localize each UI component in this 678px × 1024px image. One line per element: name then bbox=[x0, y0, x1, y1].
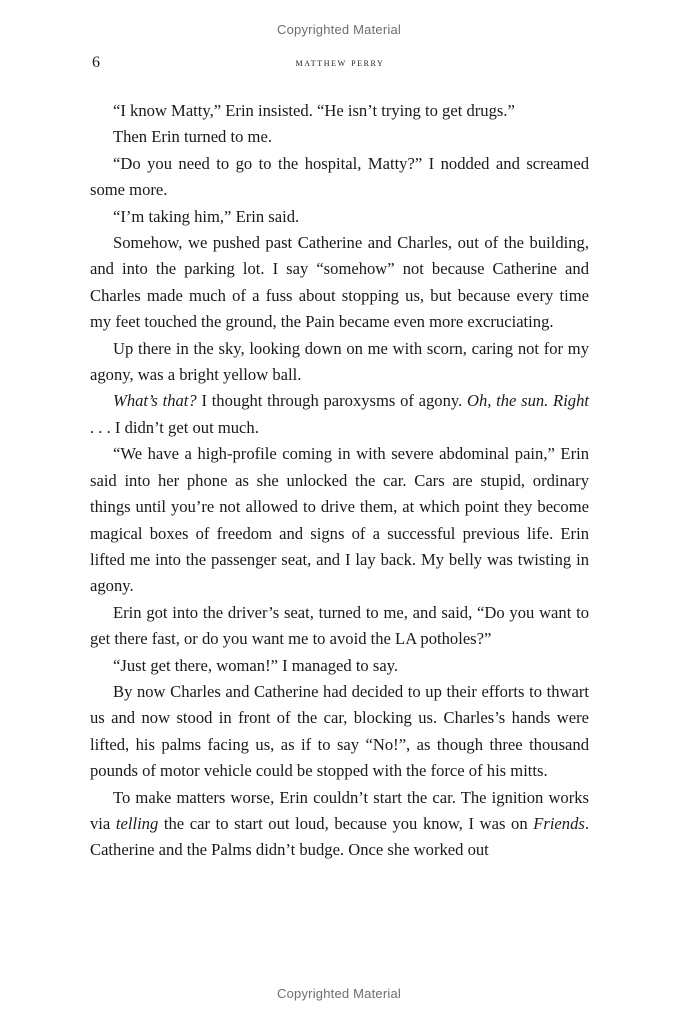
text-run: Then Erin turned to me. bbox=[113, 127, 272, 147]
running-head bbox=[92, 54, 588, 74]
paragraph bbox=[90, 785, 589, 864]
italic-text: telling bbox=[115, 813, 159, 833]
page-number: 6 bbox=[92, 54, 100, 71]
italic-text: Friends bbox=[533, 813, 585, 833]
paragraph bbox=[90, 600, 589, 653]
paragraph bbox=[90, 336, 589, 389]
text-run: I thought through paroxysms of agony. bbox=[196, 391, 467, 411]
paragraph bbox=[90, 679, 589, 785]
text-run: To make matters worse, Erin couldn’t start the car. The ignition works via bbox=[90, 787, 589, 833]
text-run: “Just get there, woman!” I managed to say. bbox=[113, 655, 399, 675]
text-run: . Catherine and the Palms didn’t budge. Once she worked out bbox=[90, 813, 589, 860]
paragraph bbox=[90, 388, 589, 441]
copyright-watermark-bottom: Copyrighted Material bbox=[277, 986, 401, 1001]
paragraph bbox=[90, 441, 589, 599]
italic-text: Oh, the sun. Right bbox=[466, 391, 590, 411]
text-run: “We have a high-profile coming in with severe abdominal pain,” Erin said into her phone as she unlocked the car. Cars are stupid, ordinary things until you’re not allowed to drive them, at which point they become magical boxes of freedom and signs of a successful previous life. Erin lifted me into the passenger seat, and I lay back. My belly was twisting in agony. bbox=[90, 444, 589, 596]
text-run: “I’m taking him,” Erin said. bbox=[113, 206, 300, 226]
paragraph bbox=[90, 151, 589, 204]
paragraph bbox=[90, 230, 589, 336]
italic-text: What’s that? bbox=[113, 391, 197, 411]
paragraph bbox=[90, 653, 589, 679]
paragraph bbox=[90, 204, 589, 230]
text-run: “I know Matty,” Erin insisted. “He isn’t trying to get drugs.” bbox=[113, 101, 515, 120]
running-head-author: matthew perry bbox=[295, 57, 385, 69]
text-run: By now Charles and Catherine had decided to up their efforts to thwart us and now stood in front of the car, blocking us. Charles’s hands were lifted, his palms facing us, as if to say “No!”, as though three thousand pounds of motor vehicle could be stopped with the force of his mitts. bbox=[90, 681, 589, 781]
paragraph bbox=[90, 124, 589, 150]
paragraph bbox=[90, 98, 589, 124]
text-run: Somehow, we pushed past Catherine and Charles, out of the building, and into the parking lot. I say “somehow” not because Catherine and Charles made much of a fuss about stopping us, but because every time my feet touched the ground, the Pain became even more excruciating. bbox=[90, 233, 589, 332]
body-text bbox=[90, 98, 589, 864]
copyright-watermark-top: Copyrighted Material bbox=[277, 22, 401, 37]
text-run: Up there in the sky, looking down on me with scorn, caring not for my agony, was a bright yellow ball. bbox=[90, 338, 589, 385]
text-run: the car to start out loud, because you know, I was on bbox=[158, 813, 534, 833]
text-run: “Do you need to go to the hospital, Matty?” I nodded and screamed some more. bbox=[90, 153, 589, 200]
text-run: . . . I didn’t get out much. bbox=[90, 417, 259, 437]
text-run: Erin got into the driver’s seat, turned to me, and said, “Do you want to get there fast, or do you want me to avoid the LA potholes?” bbox=[90, 602, 589, 649]
